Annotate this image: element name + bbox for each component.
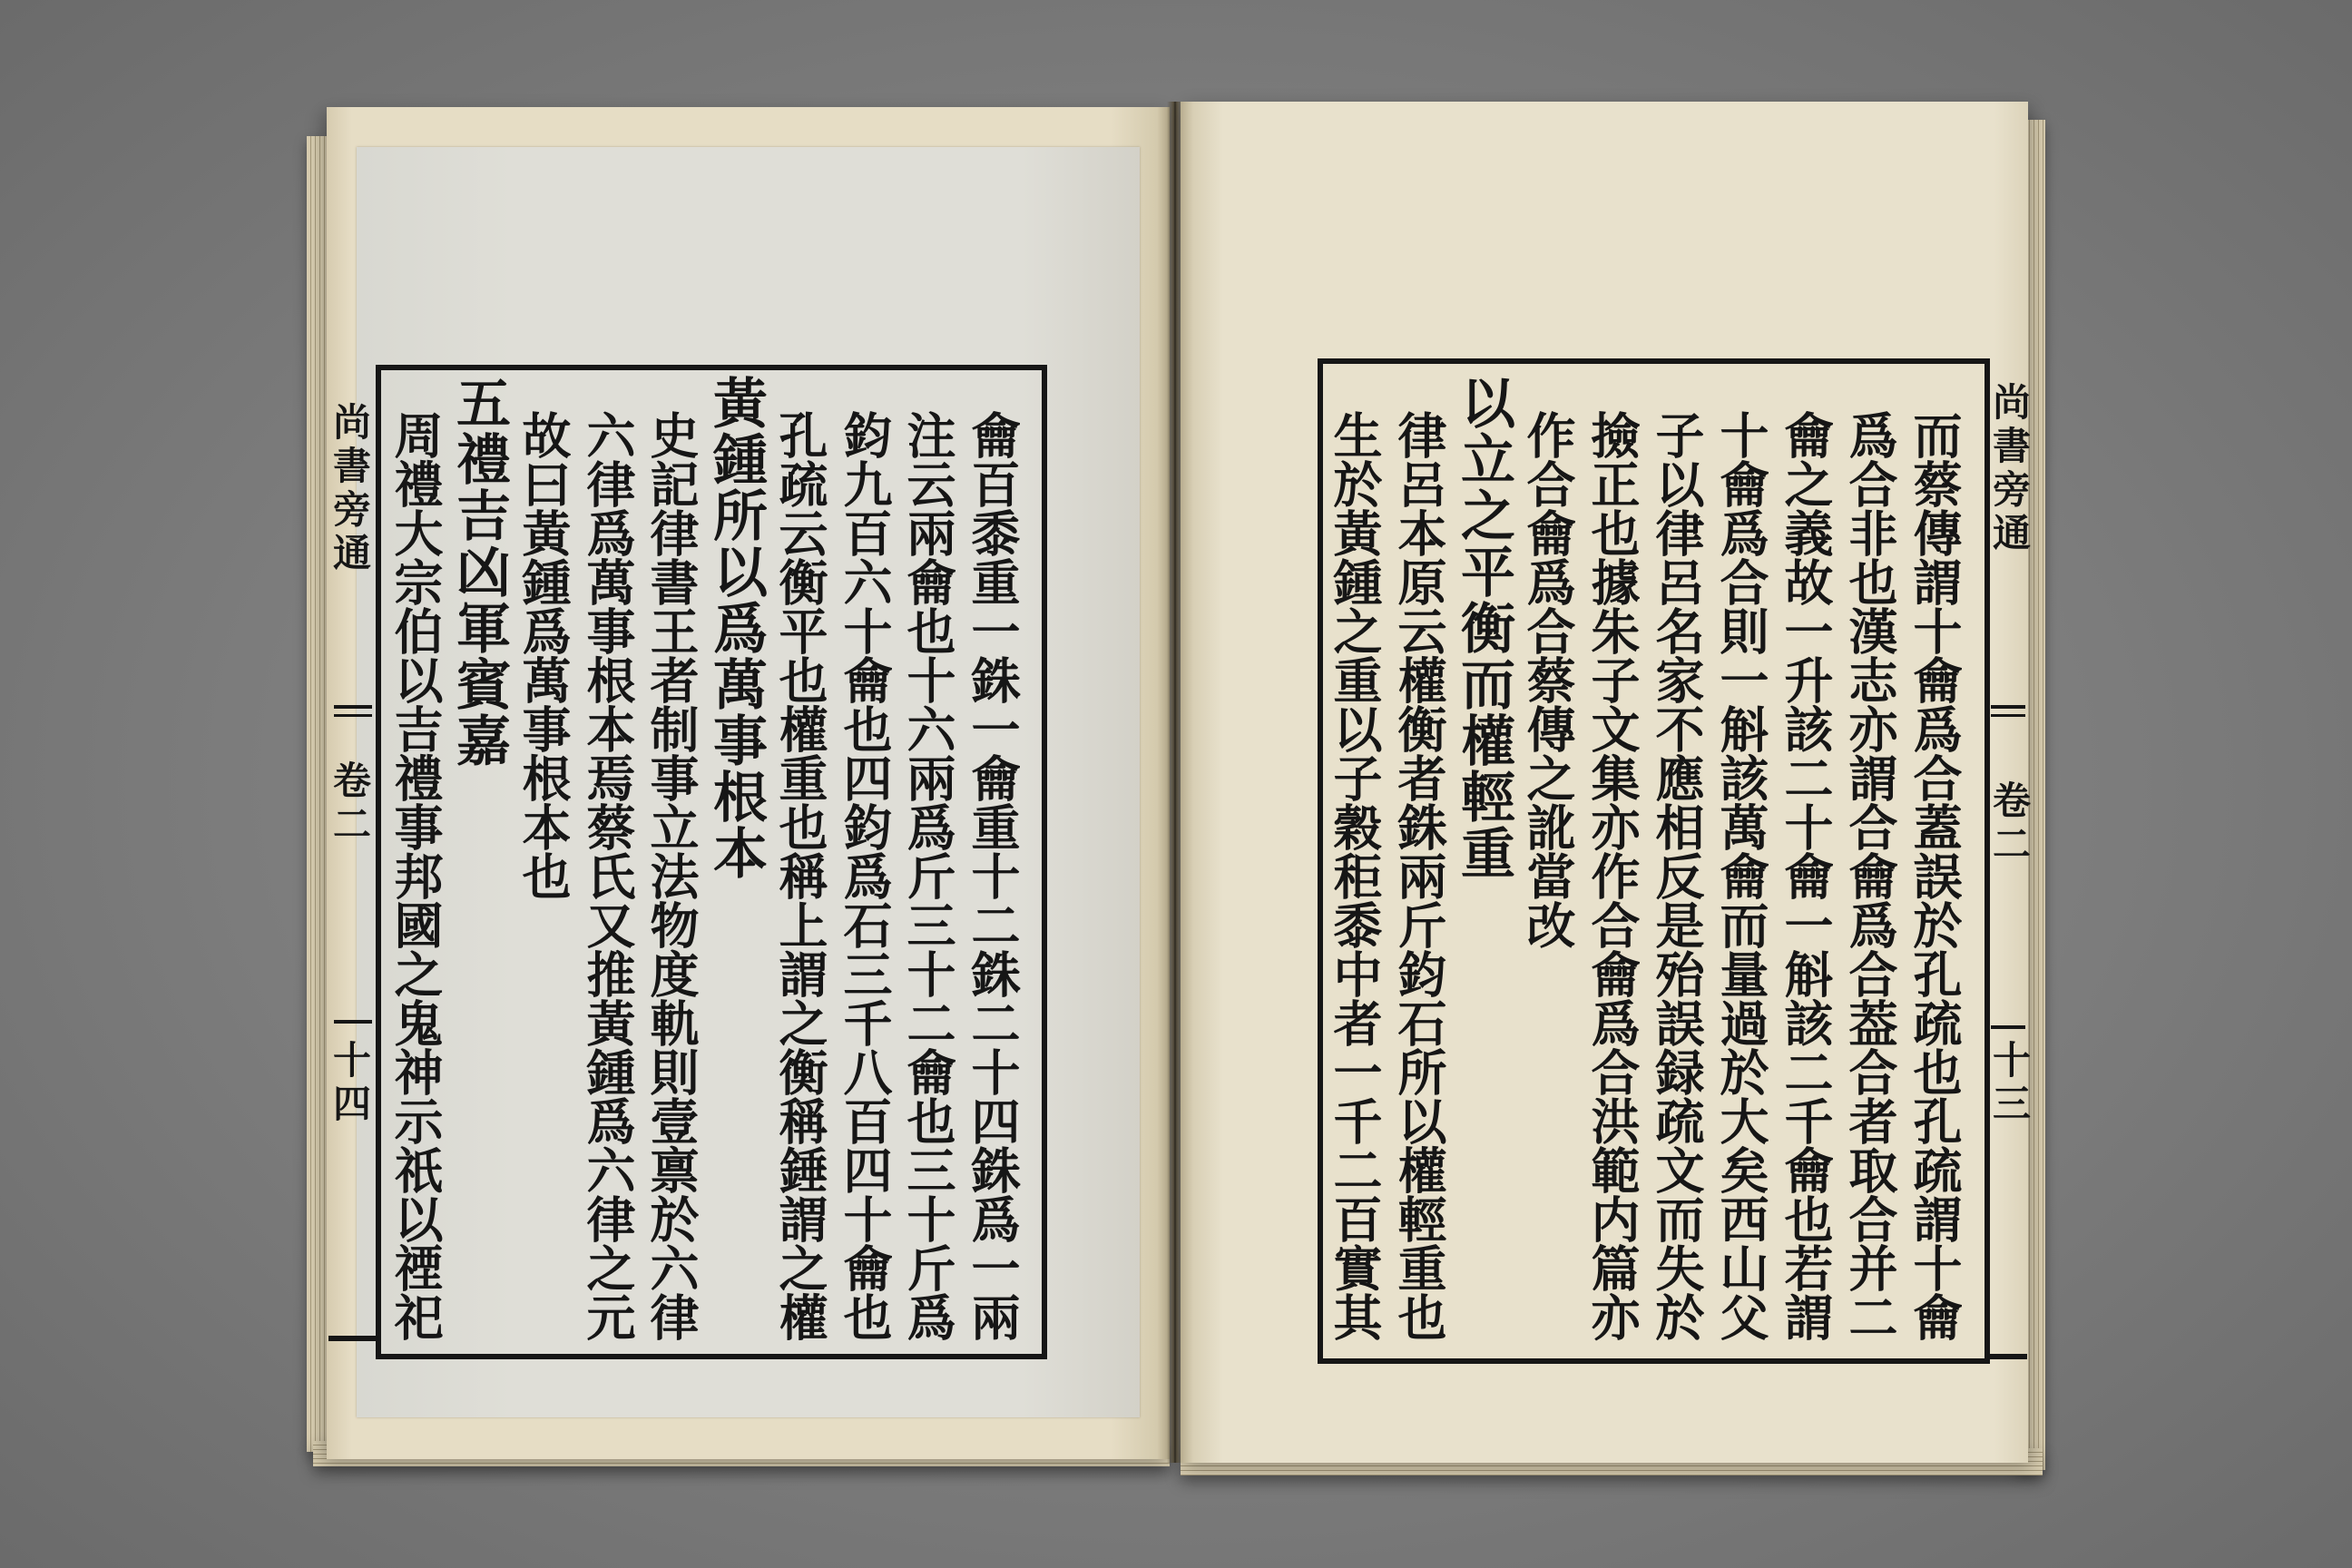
left-fishtail-mark: [334, 714, 372, 717]
left-fishtail-mark: [334, 1020, 372, 1024]
margin-title: 尚書旁通: [1987, 382, 2032, 556]
folio-number: 十三: [1987, 1040, 2032, 1127]
right-margin-rule: [1987, 1354, 2027, 1359]
heading-column: 五禮吉凶軍賓嘉: [447, 375, 511, 769]
text-column: 爲合非也漢志亦謂合龠爲合葢合者取合并二: [1841, 410, 1899, 1341]
text-column: 而蔡傳謂十龠爲合蓋誤於孔疏也孔疏謂十龠: [1906, 410, 1964, 1341]
text-column: 撿正也據朱子文集亦作合龠爲合洪範内篇亦: [1583, 410, 1642, 1341]
heading-column: 以立之平衡而權輕重: [1452, 375, 1515, 881]
text-column: 作合龠爲合蔡傳之訛當改: [1519, 410, 1577, 949]
text-column: 故曰黃鍾爲萬事根本也: [514, 410, 573, 900]
right-fishtail-mark: [1991, 1025, 2025, 1029]
text-column: 十龠爲合則一斛該萬龠而量過於大矣西山父: [1712, 410, 1770, 1341]
text-column: 鈞九百六十龠也四鈞爲石三千八百四十龠也: [836, 410, 894, 1341]
text-column: 律呂本原云權衡者銖兩斤鈞石所以權輕重也: [1390, 410, 1448, 1341]
volume-label: 卷二: [328, 760, 372, 848]
heading-column: 黃鍾所以爲萬事根本: [704, 375, 768, 881]
text-column: 子以律呂名家不應相反是殆誤録疏文而失於: [1648, 410, 1706, 1341]
margin-title: 尚書旁通: [328, 402, 372, 576]
right-fishtail-mark: [1991, 705, 2025, 709]
text-column: 六律爲萬事根本焉蔡氏又推黃鍾爲六律之元: [579, 410, 637, 1341]
volume-label: 卷二: [1987, 780, 2032, 867]
text-column: 龠百黍重一銖一龠重十二銖二十四銖爲一兩: [964, 410, 1022, 1341]
folio-number: 十四: [328, 1040, 372, 1127]
left-margin-rule: [328, 1336, 379, 1341]
right-fishtail-mark: [1991, 714, 2025, 717]
text-column: 生於黃鍾之重以子穀秬黍中者一千二百實其: [1326, 410, 1384, 1341]
left-fishtail-mark: [334, 705, 372, 709]
text-column: 龠之義故一升該二十龠一斛該二千龠也若謂: [1777, 410, 1835, 1341]
text-column: 周禮大宗伯以吉禮事邦國之鬼神示祇以禋祀: [387, 410, 445, 1341]
text-column: 史記律書王者制事立法物度軌則壹禀於六律: [642, 410, 701, 1341]
text-column: 注云兩龠也十六兩爲斤三十二龠也三十斤爲: [899, 410, 957, 1341]
text-column: 孔疏云衡平也權重也稱上謂之衡稱錘謂之權: [771, 410, 829, 1341]
